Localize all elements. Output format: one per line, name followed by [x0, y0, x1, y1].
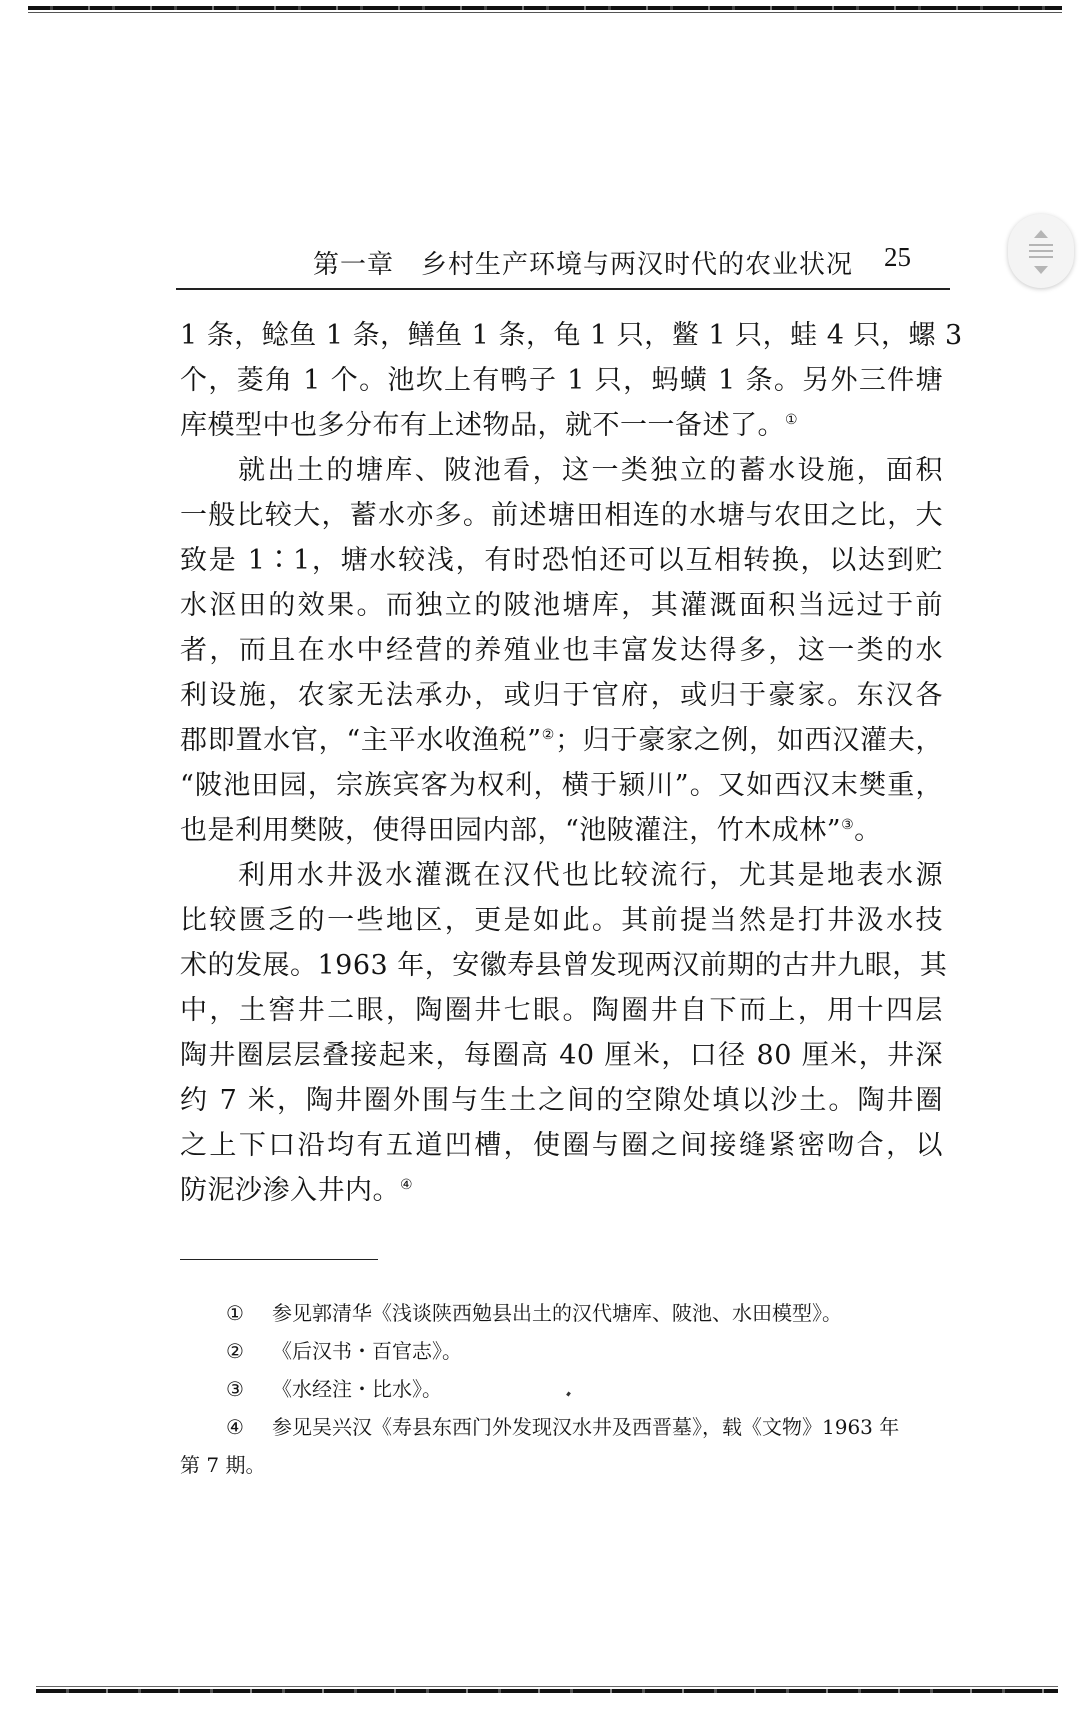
footnote-text: 参见郭清华《浅谈陕西勉县出土的汉代塘库、陂池、水田模型》。: [272, 1301, 842, 1325]
body-line: 利用水井汲水灌溉在汉代也比较流行，尤其是地表水源: [238, 860, 943, 891]
footnote-4: [180, 1408, 946, 1446]
body-line: 就出土的塘库、陂池看，这一类独立的蓄水设施，面积: [238, 455, 943, 486]
footnote-3: [180, 1370, 946, 1408]
body-line: 者，而且在水中经营的养殖业也丰富发达得多，这一类的水: [180, 635, 943, 666]
body-line: 陶井圈层层叠接起来，每圈高 40 厘米，口径 80 厘米，井深: [180, 1040, 943, 1071]
body-line: 约 7 米，陶井圈外围与生土之间的空隙处填以沙土。陶井圈: [180, 1085, 943, 1116]
footnote-2: [180, 1332, 946, 1370]
footnote-marker: ②: [226, 1339, 244, 1363]
header-rule: [176, 288, 950, 290]
body-line: 利设施，农家无法承办，或归于官府，或归于豪家。东汉各: [180, 680, 943, 711]
body-line: 一般比较大，蓄水亦多。前述塘田相连的水塘与农田之比，大: [180, 500, 943, 531]
footnote-text: 参见吴兴汉《寿县东西门外发现汉水井及西晋墓》，载《文物》1963 年: [272, 1415, 900, 1439]
body-line: 1 条，鲶鱼 1 条，鳝鱼 1 条，龟 1 只，鳖 1 只，蛙 4 只，螺 3: [180, 320, 963, 351]
footnotes: [180, 1294, 946, 1484]
chevron-down-icon: [1034, 266, 1048, 274]
footnote-1: [180, 1294, 946, 1332]
footnote-ref[interactable]: ④: [400, 1177, 414, 1193]
scan-edge-top: [28, 6, 1062, 10]
footnote-ref[interactable]: ②: [541, 727, 556, 743]
handle-bar-icon: [1029, 256, 1053, 258]
scan-edge-top-line: [28, 12, 1062, 13]
body-line: 致是 1∶1，塘水较浅，有时恐怕还可以互相转换，以达到贮: [180, 545, 943, 576]
body-line: 术的发展。1963 年，安徽寿县曾发现两汉前期的古井九眼，其: [180, 950, 948, 981]
footnote-4-continuation: 第 7 期。: [180, 1453, 266, 1477]
scan-edge-bottom: [36, 1689, 1058, 1693]
body-text: [180, 313, 963, 1213]
body-line: 水沤田的效果。而独立的陂池塘库，其灌溉面积当远过于前: [180, 590, 943, 621]
footnote-text: 《水经注・比水》。: [272, 1377, 442, 1401]
body-line: 也是利用樊陂，使得田园内部，“池陂灌注，竹木成林”③。: [180, 815, 882, 846]
running-header: [178, 240, 948, 280]
footnote-marker: ③: [226, 1377, 244, 1401]
footnote-marker: ④: [226, 1415, 244, 1439]
body-line: 库模型中也多分布有上述物品，就不一一备述了。①: [180, 410, 799, 441]
body-line: 之上下口沿均有五道凹槽，使圈与圈之间接缝紧密吻合，以: [180, 1130, 943, 1161]
footnote-ref[interactable]: ③: [841, 817, 855, 833]
chapter-title: 第一章 乡村生产环境与两汉时代的农业状况: [313, 250, 854, 280]
scan-edge-bottom-line: [36, 1686, 1058, 1687]
handle-bar-icon: [1029, 250, 1053, 252]
body-line: “陂池田园，宗族宾客为权利，横于颍川”。又如西汉末樊重，: [180, 770, 943, 801]
body-line: 郡即置水官，“主平水收渔税”②；归于豪家之例，如西汉灌夫，: [180, 725, 943, 756]
handle-bar-icon: [1029, 244, 1053, 246]
page-number: 25: [884, 242, 911, 272]
body-line: 防泥沙渗入井内。④: [180, 1175, 414, 1206]
chevron-up-icon: [1034, 230, 1048, 238]
body-line: 中，土窖井二眼，陶圈井七眼。陶圈井自下而上，用十四层: [180, 995, 943, 1026]
footnote-text: 《后汉书・百官志》。: [272, 1339, 462, 1363]
footnote-ref[interactable]: ①: [785, 412, 799, 428]
footnote-marker: ①: [226, 1301, 244, 1325]
footnote-rule: [180, 1259, 378, 1260]
page-scroll-button[interactable]: [1008, 214, 1074, 288]
body-line: 比较匮乏的一些地区，更是如此。其前提当然是打井汲水技: [180, 905, 943, 936]
body-line: 个，菱角 1 个。池坎上有鸭子 1 只，蚂蟥 1 条。另外三件塘: [180, 365, 943, 396]
